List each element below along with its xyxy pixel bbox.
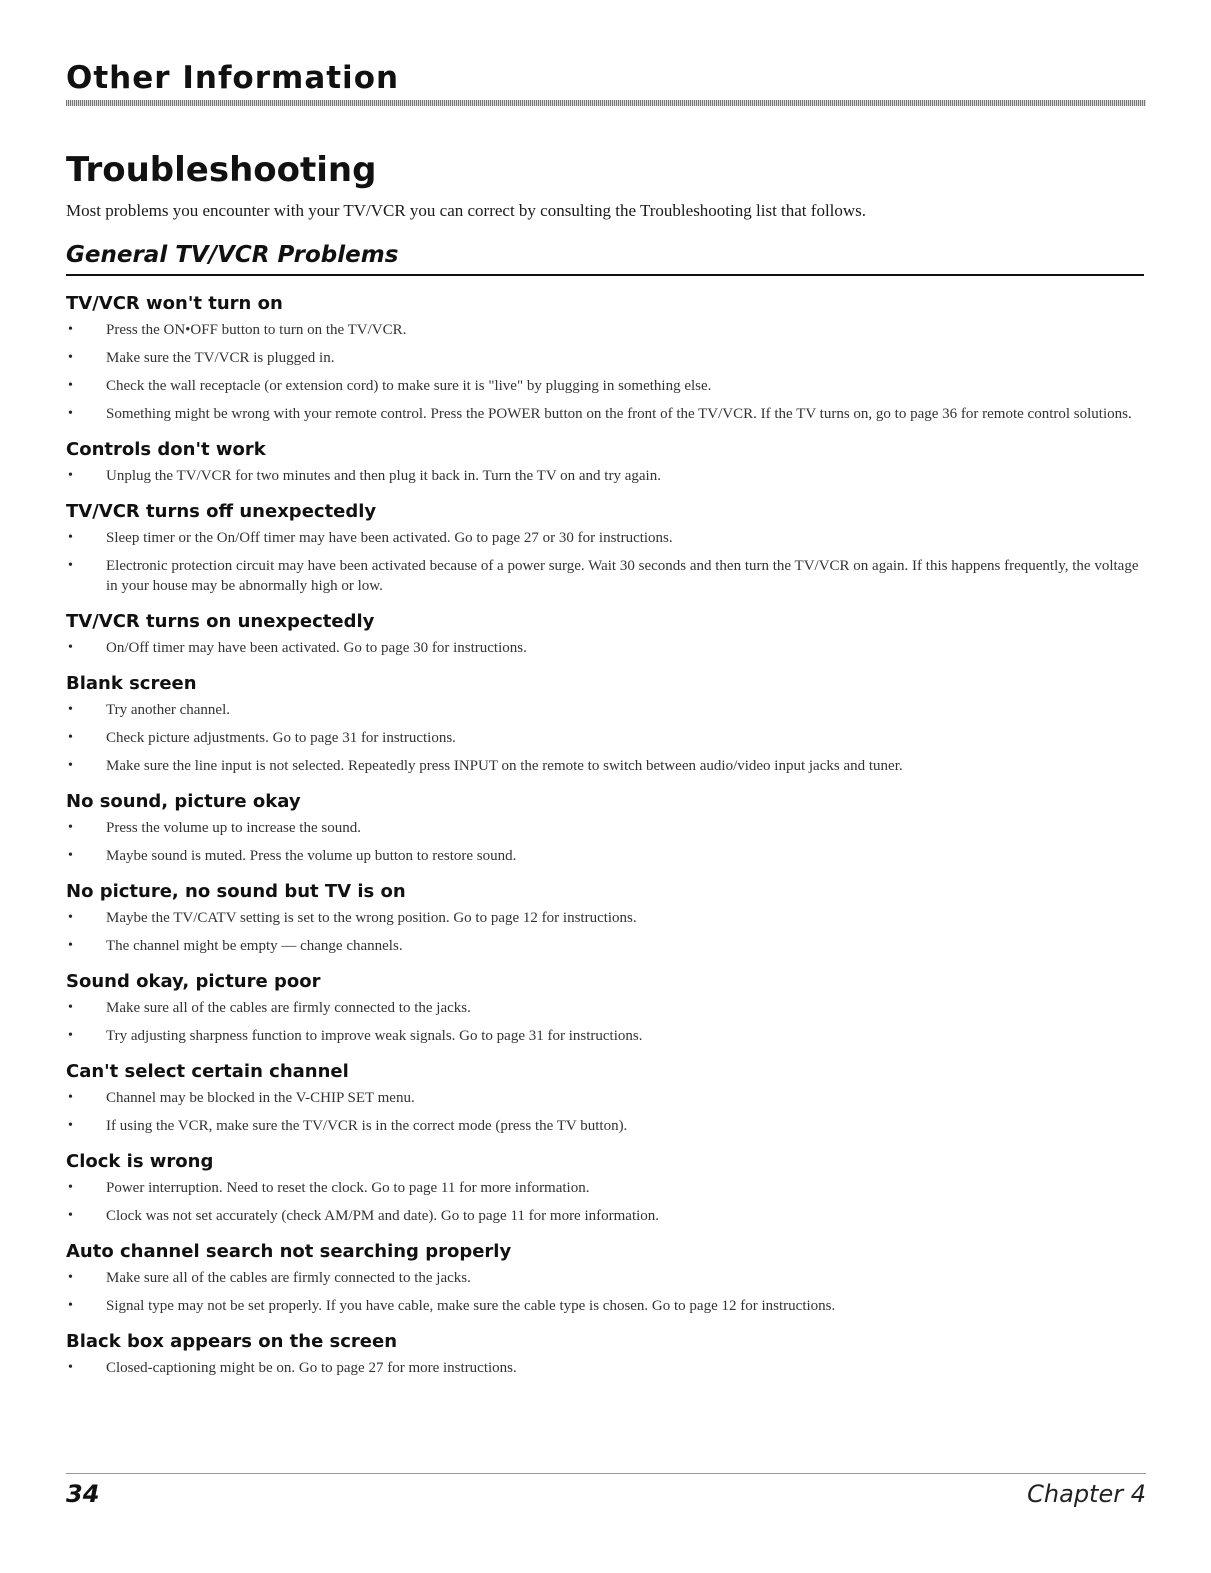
problem-title: No picture, no sound but TV is on [66,881,406,902]
solution-item: • Sleep timer or the On/Off timer may have been activated. Go to page 27 or 30 for instructions. [66,528,1146,548]
problem-block [66,1060,1146,1136]
solution-item: • Channel may be blocked in the V-CHIP SET menu. [66,1088,1146,1108]
problem-title: Sound okay, picture poor [66,971,321,992]
subsection-divider [66,274,1144,276]
solution-list [66,1178,1146,1226]
problem-title: Auto channel search not searching properly [66,1241,512,1262]
problem-block [66,610,1146,658]
problem-title: Can't select certain channel [66,1061,349,1082]
page-content [66,58,1146,1386]
solution-item: • Power interruption. Need to reset the clock. Go to page 11 for more information. [66,1178,1146,1198]
section-title: Troubleshooting [66,150,377,190]
problem-block [66,790,1146,866]
solution-item: • Press the volume up to increase the sound. [66,818,1146,838]
solution-list [66,1088,1146,1136]
solution-item: • Try another channel. [66,700,1146,720]
page-footer [66,1473,1146,1520]
solution-item: • Make sure all of the cables are firmly connected to the jacks. [66,1268,1146,1288]
problem-title: Black box appears on the screen [66,1331,398,1352]
solution-item: • The channel might be empty — change channels. [66,936,1146,956]
problem-title: TV/VCR turns on unexpectedly [66,611,375,632]
solution-item: • Try adjusting sharpness function to improve weak signals. Go to page 31 for instructions. [66,1026,1146,1046]
solution-list [66,466,1146,486]
section-intro: Most problems you encounter with your TV/VCR you can correct by consulting the Troubleshooting list that follows. [66,201,867,220]
solution-list [66,320,1146,424]
problem-block [66,438,1146,486]
problem-title: Clock is wrong [66,1151,214,1172]
page-number: 34 [66,1480,100,1508]
subsection-title: General TV/VCR Problems [66,242,399,268]
header-divider [66,100,1146,106]
header-title: Other Information [66,60,400,96]
problem-block [66,880,1146,956]
solution-item: • Clock was not set accurately (check AM/PM and date). Go to page 11 for more information. [66,1206,1146,1226]
problem-block [66,500,1146,596]
chapter-label: Chapter 4 [1027,1480,1146,1508]
solution-item: • Press the ON•OFF button to turn on the TV/VCR. [66,320,1146,340]
solution-item: • Maybe the TV/CATV setting is set to the wrong position. Go to page 12 for instructions. [66,908,1146,928]
solution-item: • Make sure all of the cables are firmly connected to the jacks. [66,998,1146,1018]
problem-title: Blank screen [66,673,197,694]
solution-item: • Check picture adjustments. Go to page 31 for instructions. [66,728,1146,748]
solution-item: • Signal type may not be set properly. If you have cable, make sure the cable type is chosen. Go to page 12 for instructions. [66,1296,1146,1316]
solution-item: • Unplug the TV/VCR for two minutes and then plug it back in. Turn the TV on and try again. [66,466,1146,486]
problem-block [66,970,1146,1046]
problem-list [66,292,1146,1378]
solution-item: • Electronic protection circuit may have been activated because of a power surge. Wait 30 seconds and then turn the TV/VCR on again. If this happens frequently, the voltage in your house may be abnormally high or low. [66,556,1146,596]
solution-list [66,1268,1146,1316]
footer-divider [66,1473,1146,1474]
solution-list [66,998,1146,1046]
solution-item: • Something might be wrong with your remote control. Press the POWER button on the front of the TV/VCR. If the TV turns on, go to page 36 for remote control solutions. [66,404,1146,424]
solution-list [66,818,1146,866]
solution-item: • Make sure the line input is not selected. Repeatedly press INPUT on the remote to switch between audio/video input jacks and tuner. [66,756,1146,776]
problem-title: No sound, picture okay [66,791,301,812]
solution-list [66,700,1146,776]
footer-row [66,1480,1146,1520]
problem-title: TV/VCR turns off unexpectedly [66,501,377,522]
solution-item: • If using the VCR, make sure the TV/VCR is in the correct mode (press the TV button). [66,1116,1146,1136]
solution-item: • Closed-captioning might be on. Go to page 27 for more instructions. [66,1358,1146,1378]
solution-item: • Make sure the TV/VCR is plugged in. [66,348,1146,368]
problem-block [66,292,1146,424]
solution-item: • Maybe sound is muted. Press the volume up button to restore sound. [66,846,1146,866]
solution-item: • Check the wall receptacle (or extension cord) to make sure it is "live" by plugging in something else. [66,376,1146,396]
solution-list [66,908,1146,956]
solution-item: • On/Off timer may have been activated. Go to page 30 for instructions. [66,638,1146,658]
problem-title: TV/VCR won't turn on [66,293,283,314]
problem-title: Controls don't work [66,439,266,460]
solution-list [66,1358,1146,1378]
solution-list [66,528,1146,596]
solution-list [66,638,1146,658]
problem-block [66,672,1146,776]
problem-block [66,1330,1146,1378]
problem-block [66,1150,1146,1226]
problem-block [66,1240,1146,1316]
